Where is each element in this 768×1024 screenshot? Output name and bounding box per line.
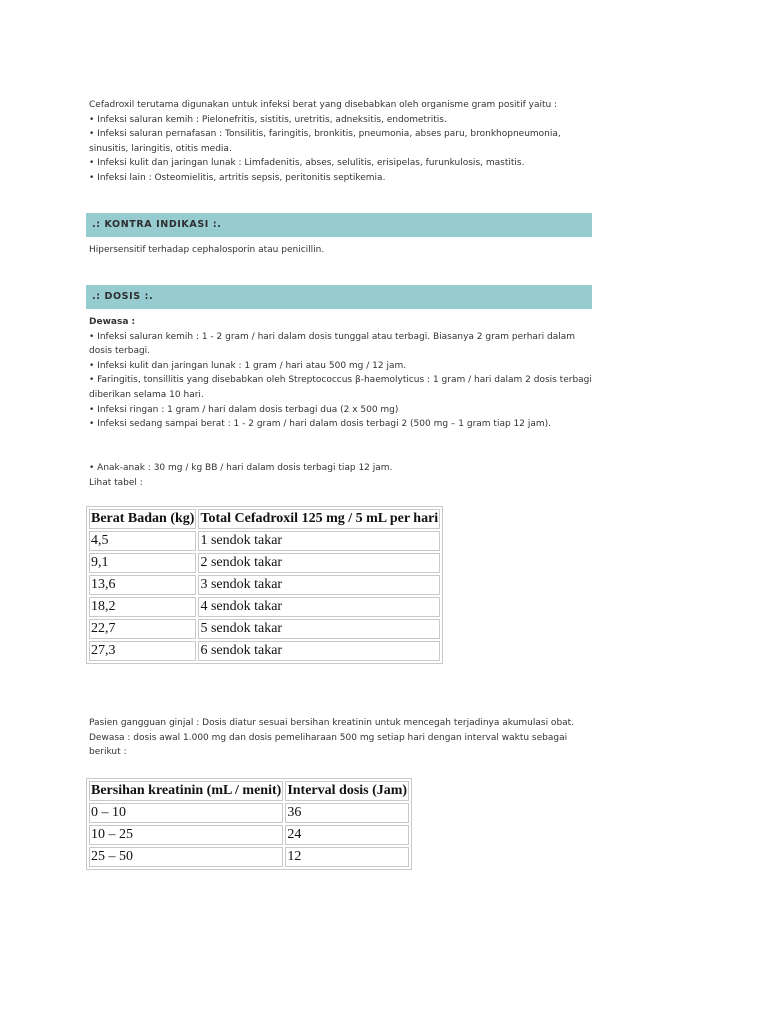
dosis-line: diberikan selama 10 hari.: [89, 389, 204, 400]
table-row: [89, 597, 440, 617]
table-row: [89, 641, 440, 661]
intro-item: • Infeksi saluran kemih : Pielonefritis, sistitis, uretritis, adneksitis, endometritis.: [89, 114, 447, 125]
cell-dose: 2 sendok takar: [198, 553, 440, 573]
cell-weight: 18,2: [89, 597, 196, 617]
cell-interval: 12: [285, 847, 409, 867]
cell-weight: 4,5: [89, 531, 196, 551]
header-bersihan-kreatinin: Bersihan kreatinin (mL / menit): [89, 781, 283, 801]
cell-dose: 4 sendok takar: [198, 597, 440, 617]
cell-dose: 6 sendok takar: [198, 641, 440, 661]
intro-lead: Cefadroxil terutama digunakan untuk infeksi berat yang disebabkan oleh organisme gram positif yaitu :: [89, 100, 558, 110]
cell-clearance: 0 – 10: [89, 803, 283, 823]
creatinine-interval-table: [86, 778, 412, 870]
dosis-section: [89, 315, 594, 432]
ginjal-section: [89, 716, 594, 760]
lihat-tabel: Lihat tabel :: [89, 477, 143, 488]
table-row: [89, 825, 409, 845]
intro-item: sinusitis, laringitis, otitis media.: [89, 143, 232, 154]
anak-line: • Anak-anak : 30 mg / kg BB / hari dalam dosis terbagi tiap 12 jam.: [89, 463, 393, 473]
table-row: [89, 575, 440, 595]
table-row: [89, 531, 440, 551]
cell-weight: 22,7: [89, 619, 196, 639]
cell-clearance: 25 – 50: [89, 847, 283, 867]
cell-weight: 13,6: [89, 575, 196, 595]
dosis-line: • Infeksi sedang sampai berat : 1 - 2 gram / hari dalam dosis terbagi 2 (500 mg – 1 gram tiap 12 jam).: [89, 419, 552, 430]
table-row: [89, 803, 409, 823]
table-header-row: [89, 781, 409, 801]
intro-item: • Infeksi kulit dan jaringan lunak : Limfadenitis, abses, selulitis, erisipelas, furunkulosis, mastitis.: [89, 158, 525, 169]
cell-interval: 24: [285, 825, 409, 845]
dewasa-title: Dewasa :: [89, 317, 136, 327]
table-header-row: [89, 509, 440, 529]
table-row: [89, 619, 440, 639]
cell-clearance: 10 – 25: [89, 825, 283, 845]
header-total-cefadroxil: Total Cefadroxil 125 mg / 5 mL per hari: [198, 509, 440, 529]
table-row: [89, 553, 440, 573]
dosis-line: • Infeksi saluran kemih : 1 - 2 gram / hari dalam dosis tunggal atau terbagi. Biasanya 2 gram perhari dalam: [89, 331, 575, 342]
cell-weight: 27,3: [89, 641, 196, 661]
dosis-line: • Infeksi kulit dan jaringan lunak : 1 gram / hari atau 500 mg / 12 jam.: [89, 360, 407, 371]
ginjal-line: Dewasa : dosis awal 1.000 mg dan dosis pemeliharaan 500 mg setiap hari dengan interval waktu sebagai: [89, 732, 568, 743]
cell-dose: 1 sendok takar: [198, 531, 440, 551]
dosis-line: dosis terbagi.: [89, 346, 151, 357]
intro-item: • Infeksi saluran pernafasan : Tonsilitis, faringitis, bronkitis, pneumonia, abses paru, bronkhopneumonia,: [89, 129, 561, 140]
header-berat-badan: Berat Badan (kg): [89, 509, 196, 529]
cell-dose: 3 sendok takar: [198, 575, 440, 595]
kontra-indikasi-text: Hipersensitif terhadap cephalosporin atau penicillin.: [89, 245, 325, 255]
intro-item: • Infeksi lain : Osteomielitis, artritis sepsis, peritonitis septikemia.: [89, 172, 386, 183]
dose-by-weight-table: [86, 506, 443, 664]
anak-section: [89, 461, 594, 490]
intro-section: [89, 98, 594, 186]
cell-dose: 5 sendok takar: [198, 619, 440, 639]
kontra-indikasi-header: .: KONTRA INDIKASI :.: [86, 213, 592, 237]
ginjal-line: Pasien gangguan ginjal : Dosis diatur sesuai bersihan kreatinin untuk mencegah terjadinya akumulasi obat.: [89, 718, 575, 728]
dosis-line: • Faringitis, tonsillitis yang disebabkan oleh Streptococcus β-haemolyticus : 1 gram / hari dalam 2 dosis terbagi: [89, 375, 592, 386]
dosis-header: .: DOSIS :.: [86, 285, 592, 309]
cell-weight: 9,1: [89, 553, 196, 573]
dosis-line: • Infeksi ringan : 1 gram / hari dalam dosis terbagi dua (2 x 500 mg): [89, 404, 399, 415]
header-interval-dosis: Interval dosis (Jam): [285, 781, 409, 801]
cell-interval: 36: [285, 803, 409, 823]
table-row: [89, 847, 409, 867]
ginjal-line: berikut :: [89, 747, 127, 758]
